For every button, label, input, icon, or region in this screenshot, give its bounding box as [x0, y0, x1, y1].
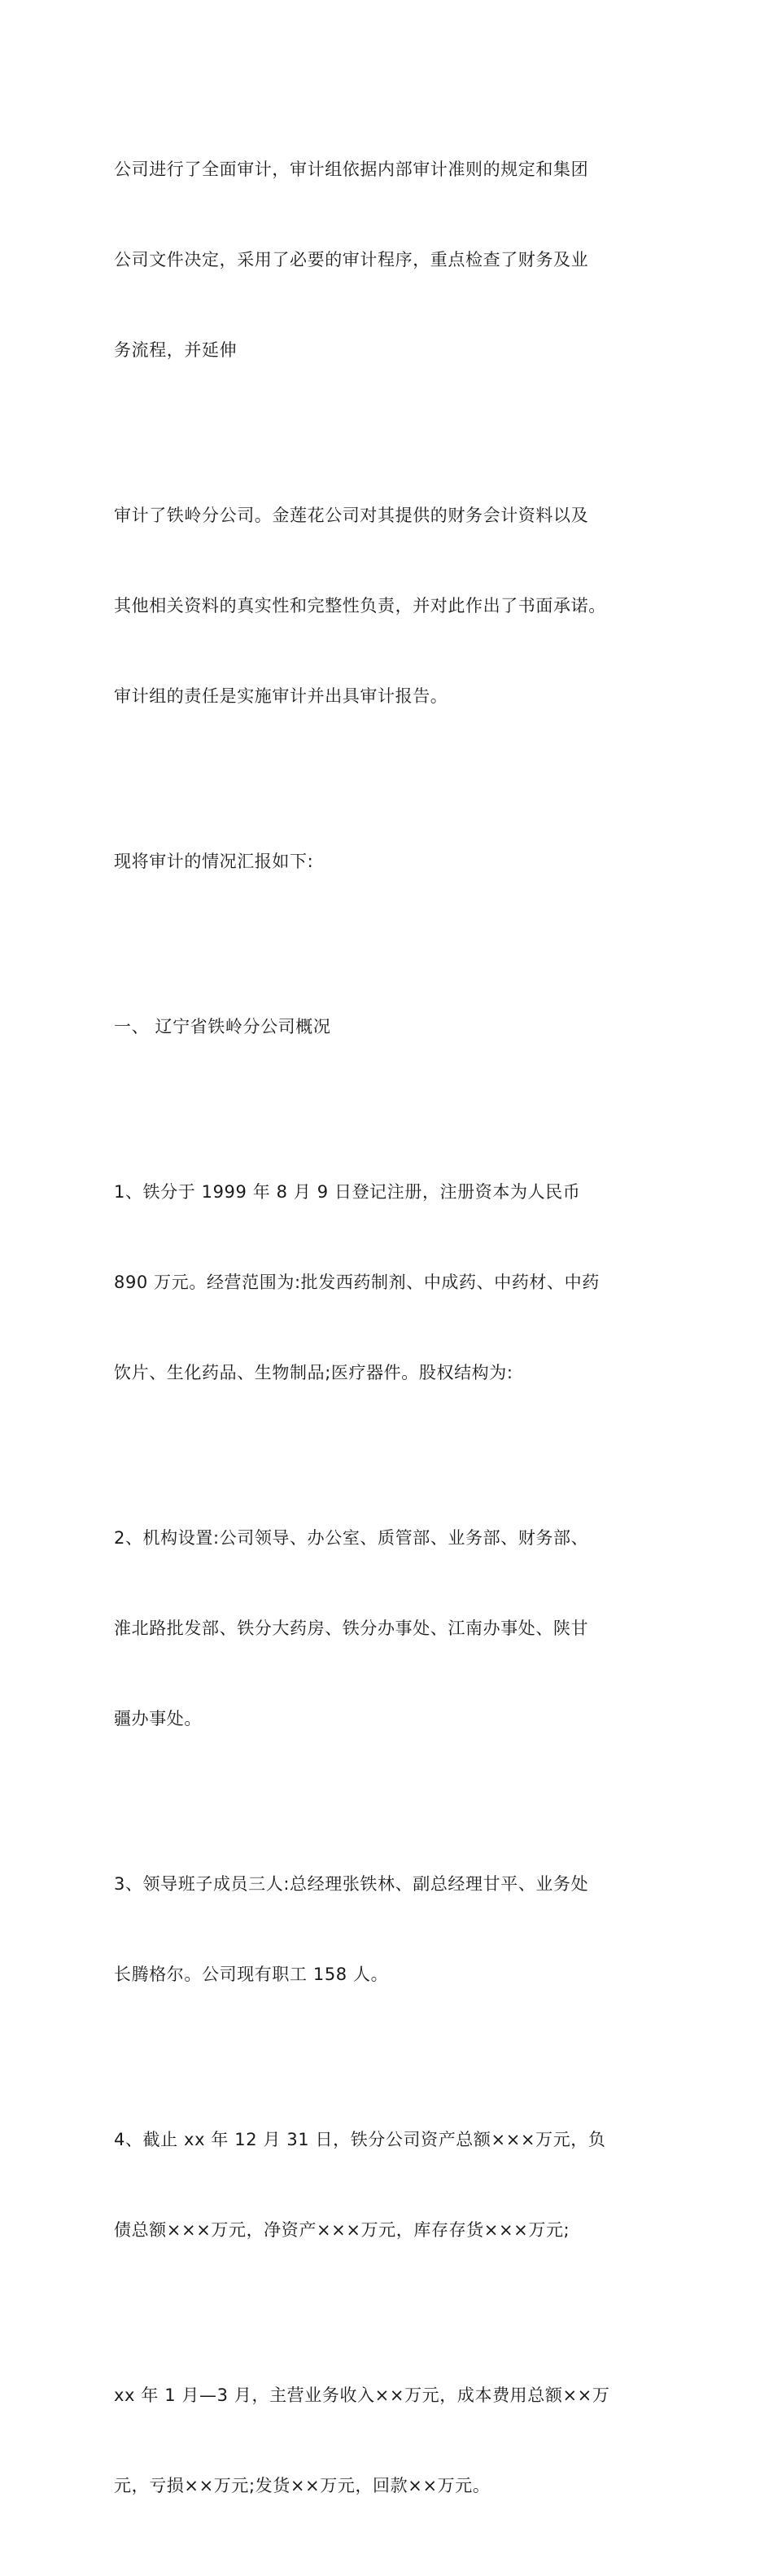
document-body	[114, 94, 667, 2576]
paragraph-report-intro	[114, 786, 667, 937]
text-line: 元，亏损××万元;发货××万元，回款××万元。	[114, 2476, 491, 2495]
text-line: 公司进行了全面审计，审计组依据内部审计准则的规定和集团	[114, 160, 589, 179]
text-line: 疆办事处。	[114, 1709, 202, 1728]
text-line: 现将审计的情况汇报如下:	[114, 852, 314, 871]
text-line: 长腾格尔。公司现有职工 158 人。	[114, 1965, 389, 1984]
text-line: 890 万元。经营范围为:批发西药制剂、中成药、中药材、中药	[114, 1273, 600, 1292]
paragraph-audit-scope	[114, 94, 667, 426]
text-line: 一、 辽宁省铁岭分公司概况	[114, 1017, 331, 1036]
text-line: 其他相关资料的真实性和完整性负责，并对此作出了书面承诺。	[114, 596, 606, 616]
paragraph-item-4-assets	[114, 2065, 667, 2306]
text-line: 债总额×××万元，净资产×××万元，库存存货×××万元;	[114, 2220, 570, 2240]
text-line: 公司文件决定，采用了必要的审计程序，重点检查了财务及业	[114, 250, 589, 269]
text-line: 3、领导班子成员三人:总经理张铁林、副总经理甘平、业务处	[114, 1874, 589, 1894]
paragraph-responsibility	[114, 440, 667, 772]
text-line: 淮北路批发部、铁分大药房、铁分办事处、江南办事处、陕甘	[114, 1619, 589, 1638]
text-line: 1、铁分于 1999 年 8 月 9 日登记注册，注册资本为人民币	[114, 1182, 581, 1202]
section-heading-overview	[114, 952, 667, 1102]
paragraph-quarterly-results	[114, 2320, 667, 2561]
text-line: xx 年 1 月—3 月，主营业务收入××万元，成本费用总额××万	[114, 2385, 610, 2405]
paragraph-item-1-registration	[114, 1117, 667, 1448]
text-line: 审计了铁岭分公司。金莲花公司对其提供的财务会计资料以及	[114, 506, 589, 525]
paragraph-item-3-leadership	[114, 1809, 667, 2050]
text-line: 4、截止 xx 年 12 月 31 日，铁分公司资产总额×××万元，负	[114, 2130, 606, 2149]
text-line: 审计组的责任是实施审计并出具审计报告。	[114, 686, 448, 706]
paragraph-item-2-organization	[114, 1463, 667, 1794]
text-line: 饮片、生化药品、生物制品;医疗器件。股权结构为:	[114, 1363, 513, 1382]
text-line: 2、机构设置:公司领导、办公室、质管部、业务部、财务部、	[114, 1528, 589, 1548]
text-line: 务流程，并延伸	[114, 340, 238, 360]
